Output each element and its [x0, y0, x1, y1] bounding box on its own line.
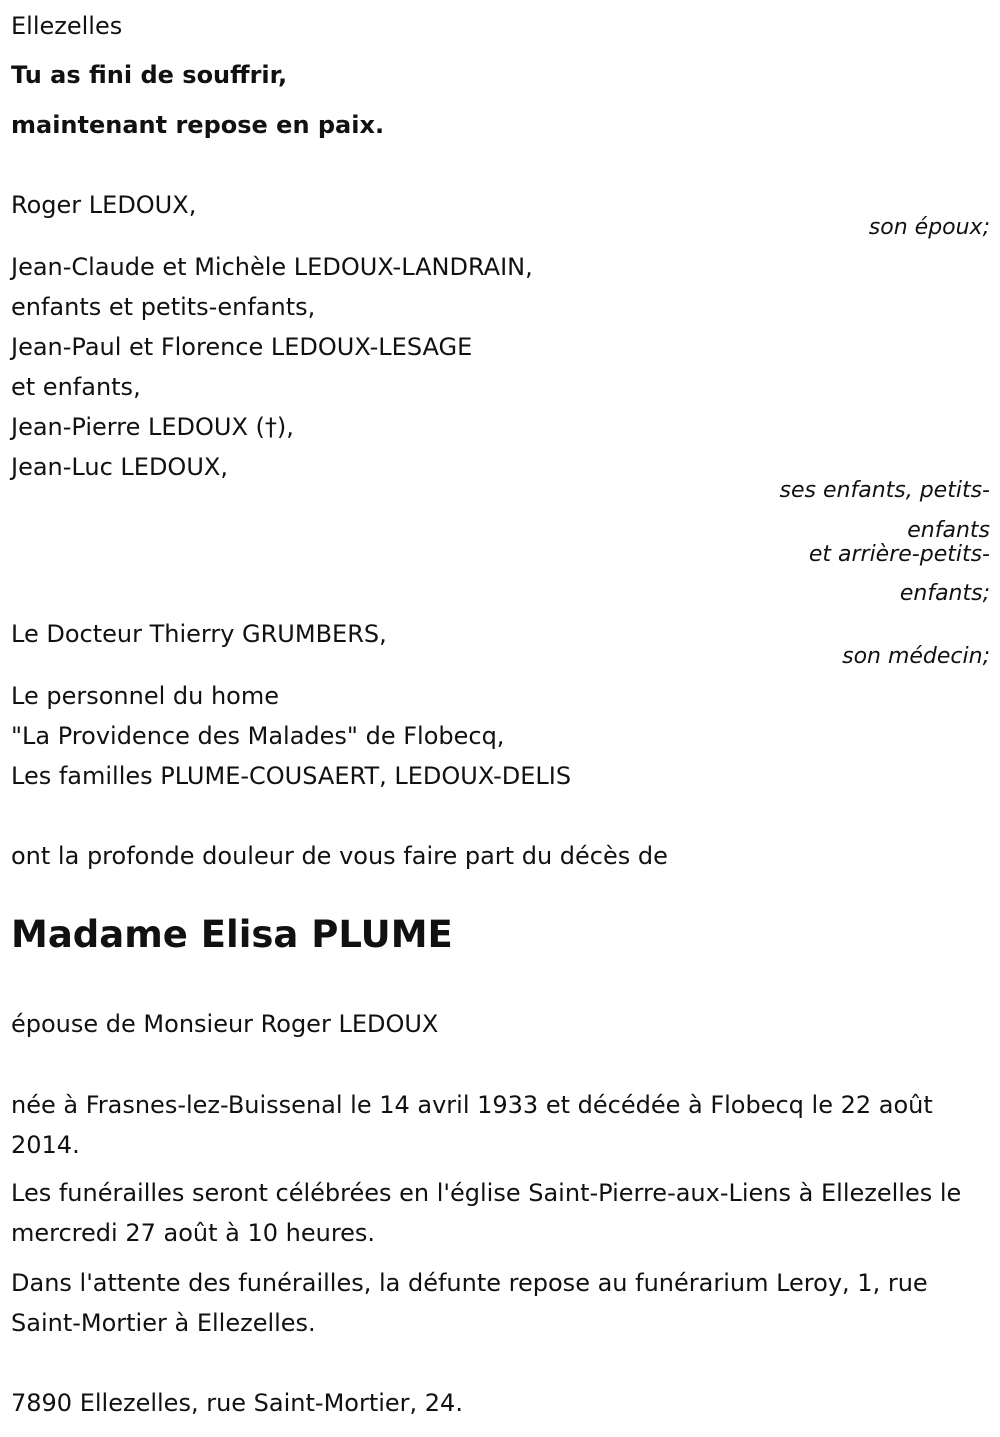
verse-line-1: Tu as fini de souffrir,: [11, 61, 288, 89]
funeral-paragraph: Les funérailles seront célébrées en l'église Saint-Pierre-aux-Liens à Ellezelles le mercredi 27 août à 10 heures.: [11, 1179, 962, 1247]
child-line-5: Jean-Pierre LEDOUX (†),: [11, 413, 294, 441]
child-line-1: Jean-Claude et Michèle LEDOUX-LANDRAIN,: [11, 253, 533, 281]
child-line-4: et enfants,: [11, 373, 141, 401]
child-line-3: Jean-Paul et Florence LEDOUX-LESAGE: [11, 333, 473, 361]
others-line-1: Le personnel du home: [11, 682, 279, 710]
others-line-2: "La Providence des Malades" de Flobecq,: [11, 722, 505, 750]
place-name: Ellezelles: [11, 12, 123, 40]
deceased-name: Madame Elisa PLUME: [11, 913, 453, 956]
children-role-line-2: enfants: [907, 518, 990, 543]
children-role-line-1: ses enfants, petits-: [779, 478, 990, 503]
children-role-line-4: enfants;: [899, 581, 990, 606]
spouse-line: épouse de Monsieur Roger LEDOUX: [11, 1010, 439, 1038]
address-line: 7890 Ellezelles, rue Saint-Mortier, 24.: [11, 1389, 463, 1417]
child-line-2: enfants et petits-enfants,: [11, 293, 316, 321]
birth-death-paragraph: née à Frasnes-lez-Buissenal le 14 avril 1933 et décédée à Flobecq le 22 août 2014.: [11, 1091, 933, 1159]
husband-name: Roger LEDOUX,: [11, 191, 197, 219]
verse-line-2: maintenant repose en paix.: [11, 111, 385, 139]
child-line-6: Jean-Luc LEDOUX,: [11, 453, 228, 481]
husband-role: son époux;: [868, 215, 990, 240]
doctor-role: son médecin;: [842, 644, 990, 669]
announcement-intro: ont la profonde douleur de vous faire part du décès de: [11, 842, 668, 870]
doctor-name: Le Docteur Thierry GRUMBERS,: [11, 620, 387, 648]
others-line-3: Les familles PLUME-COUSAERT, LEDOUX-DELIS: [11, 762, 572, 790]
rest-paragraph: Dans l'attente des funérailles, la défunte repose au funérarium Leroy, 1, rue Saint-Mortier à Ellezelles.: [11, 1269, 928, 1337]
children-role-line-3: et arrière-petits-: [808, 542, 990, 567]
